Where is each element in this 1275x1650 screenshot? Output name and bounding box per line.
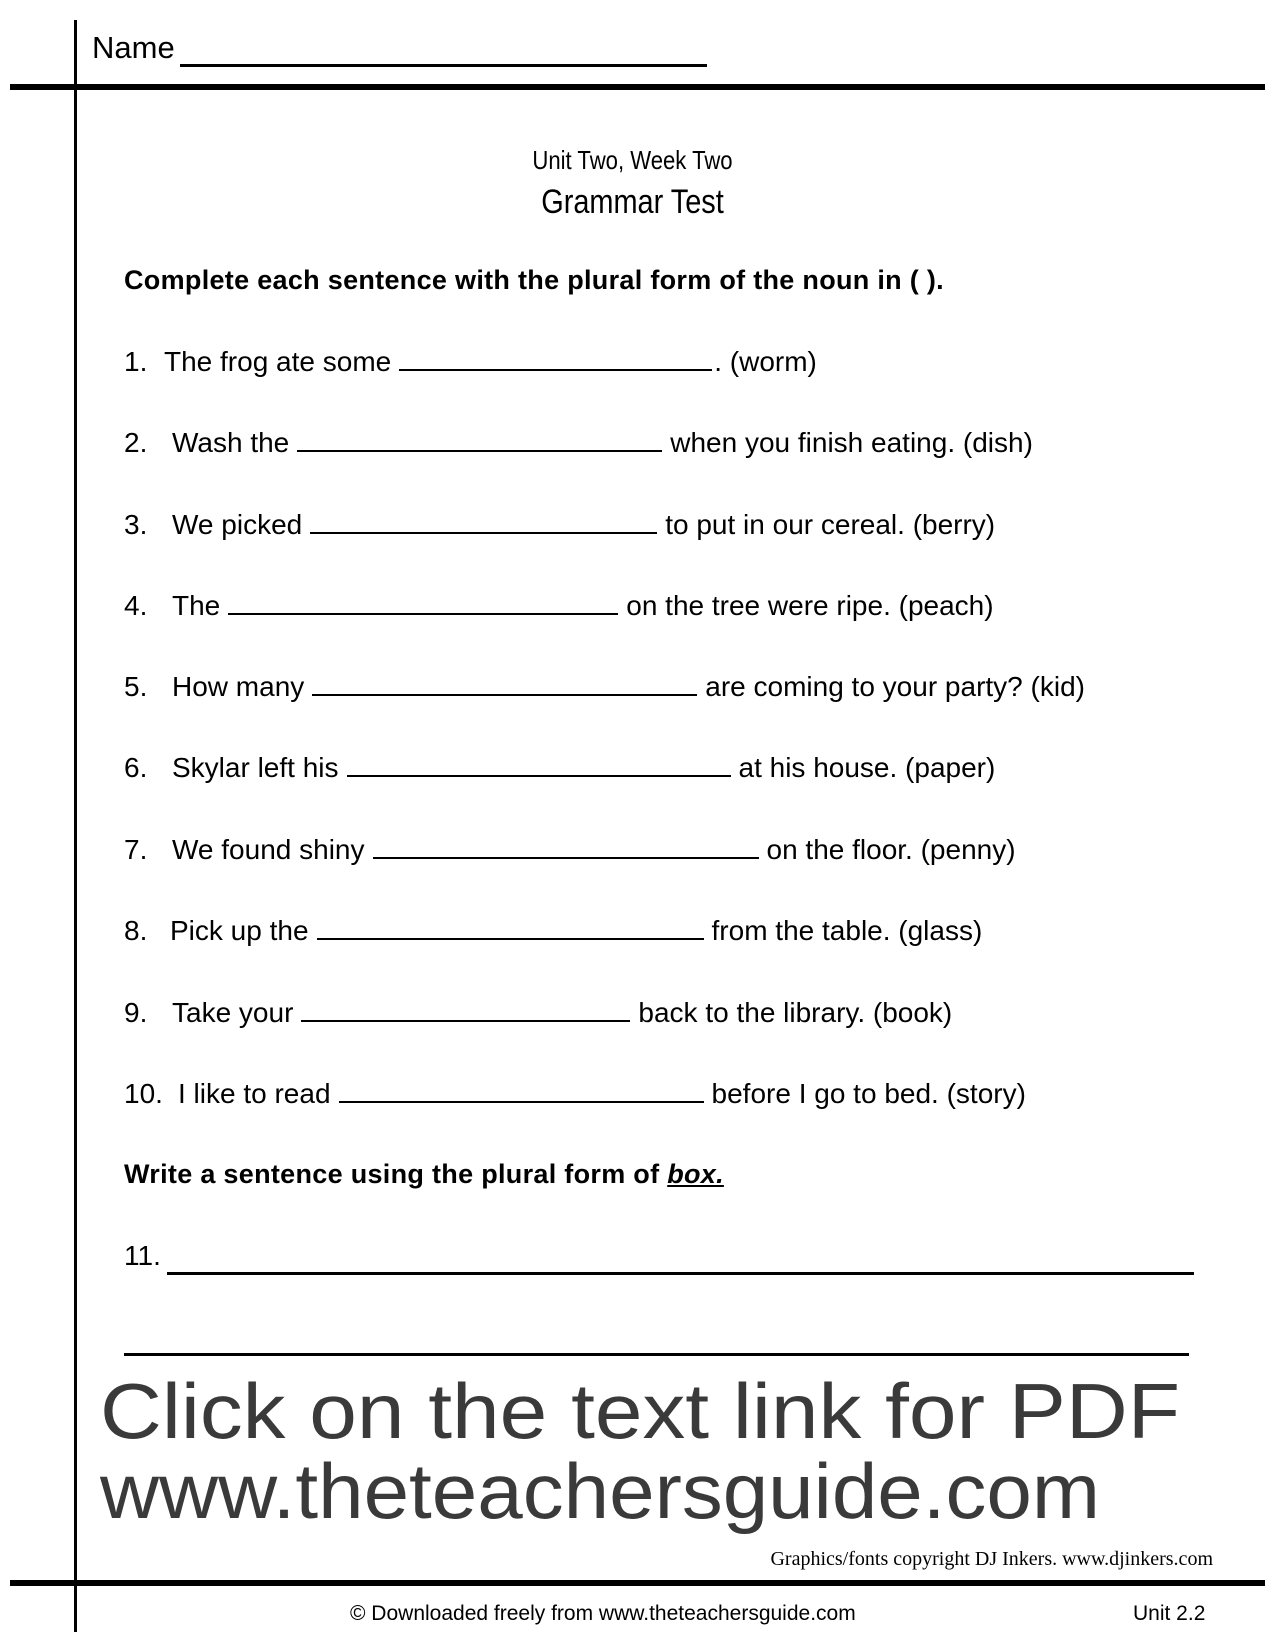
question-number: 4. [124, 590, 148, 621]
question-2 [124, 427, 1033, 459]
question-hint: from the table. (glass) [711, 915, 983, 946]
answer-blank[interactable] [347, 755, 731, 777]
question-3 [124, 509, 995, 541]
question-number: 9. [124, 997, 148, 1028]
answer-blank[interactable] [228, 593, 618, 615]
answer-blank[interactable] [373, 837, 759, 859]
answer-blank[interactable] [399, 349, 712, 371]
question-11-number: 11. [124, 1240, 161, 1271]
question-text: How many [172, 671, 305, 702]
question-8 [124, 915, 982, 947]
question-number: 8. [124, 915, 148, 946]
sentence-line-1[interactable] [167, 1272, 1194, 1275]
question-hint: when you finish eating. (dish) [670, 427, 1033, 458]
question-number: 2. [124, 427, 148, 458]
question-number: 1. [124, 346, 148, 377]
margin-line [74, 20, 77, 1632]
instructions-sentence [124, 1159, 724, 1190]
target-word: box. [667, 1159, 724, 1189]
question-hint: to put in our cereal. (berry) [665, 509, 996, 540]
question-number: 3. [124, 509, 148, 540]
instructions-text: Write a sentence using the plural form of [124, 1159, 660, 1189]
watermark [0, 1360, 1275, 1540]
question-hint: before I go to bed. (story) [711, 1078, 1026, 1109]
question-4 [124, 590, 994, 622]
question-number: 6. [124, 752, 148, 783]
question-10 [124, 1078, 1026, 1110]
question-text: We picked [172, 509, 303, 540]
answer-blank[interactable] [297, 430, 662, 452]
answer-blank[interactable] [317, 918, 704, 940]
worksheet-title: Grammar Test [541, 183, 724, 221]
name-label: Name [92, 30, 175, 65]
answer-blank[interactable] [339, 1081, 704, 1103]
question-number: 10. [124, 1078, 163, 1109]
sentence-line-2[interactable] [124, 1353, 1189, 1356]
question-text: The [172, 590, 221, 621]
question-text: Wash the [172, 427, 290, 458]
question-hint: . (worm) [714, 346, 817, 377]
footer-divider [10, 1580, 1265, 1586]
download-notice[interactable]: © Downloaded freely from www.theteachersguide.com [350, 1602, 856, 1625]
question-text: The frog ate some [164, 346, 392, 377]
question-text: Skylar left his [172, 752, 339, 783]
question-hint: on the tree were ripe. (peach) [626, 590, 994, 621]
instructions: Complete each sentence with the plural form of the noun in ( ). [124, 265, 944, 295]
question-hint: back to the library. (book) [638, 997, 953, 1028]
question-hint: at his house. (paper) [738, 752, 996, 783]
name-field[interactable] [180, 64, 707, 67]
question-hint: are coming to your party? (kid) [705, 671, 1085, 702]
question-text: We found shiny [172, 834, 365, 865]
watermark-line-1: Click on the text link for PDF [100, 1367, 1180, 1455]
question-6 [124, 752, 995, 784]
question-5 [124, 671, 1085, 703]
question-number: 7. [124, 834, 148, 865]
answer-blank[interactable] [301, 1000, 630, 1022]
question-text: Take your [172, 997, 294, 1028]
unit-label: Unit 2.2 [1133, 1602, 1206, 1625]
question-7 [124, 834, 1016, 866]
question-9 [124, 997, 952, 1029]
answer-blank[interactable] [310, 512, 657, 534]
question-1 [124, 346, 817, 378]
question-text: Pick up the [170, 915, 309, 946]
question-hint: on the floor. (penny) [766, 834, 1016, 865]
header-divider [10, 84, 1265, 90]
question-number: 5. [124, 671, 148, 702]
question-text: I like to read [178, 1078, 331, 1109]
watermark-line-2: www.theteachersguide.com [98, 1447, 1100, 1535]
worksheet-subtitle: Unit Two, Week Two [532, 145, 733, 175]
answer-blank[interactable] [312, 674, 697, 696]
graphics-copyright: Graphics/fonts copyright DJ Inkers. www.djinkers.com [770, 1548, 1213, 1570]
